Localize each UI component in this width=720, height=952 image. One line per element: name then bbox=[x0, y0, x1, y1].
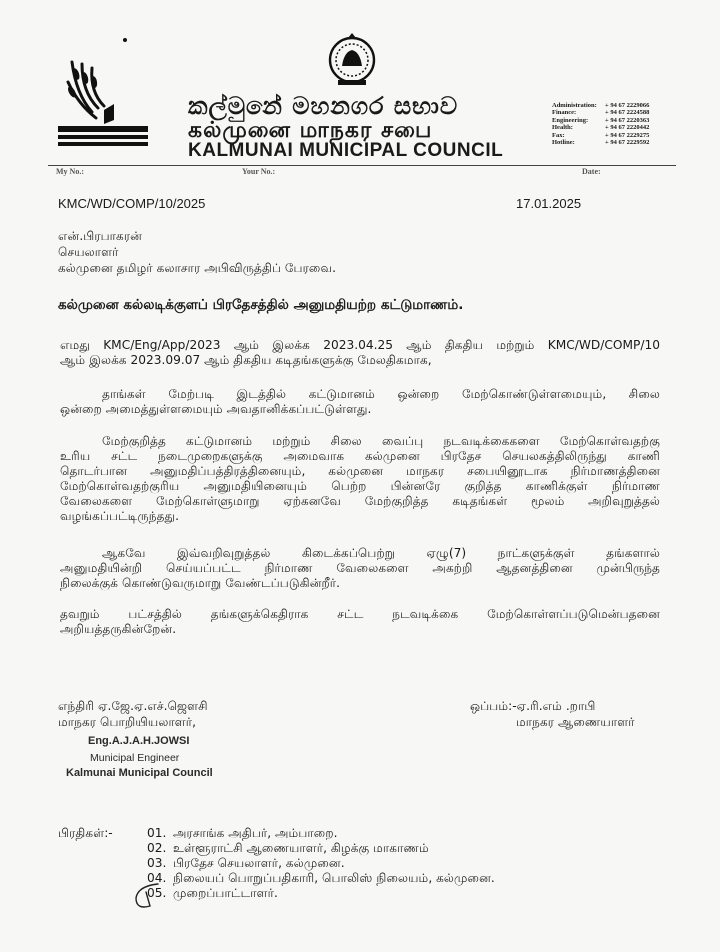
copies-list bbox=[147, 826, 495, 901]
list-item bbox=[147, 886, 495, 901]
paragraph-line: உரிய சட்ட நடைமுறைகளுக்கு அமைவாக கல்முனை பிரதேச செயலகத்திலிருந்து காணி bbox=[60, 449, 660, 463]
engineer-name-tamil: எந்திரி ஏ.ஜே.ஏ.எச்.ஜௌசி bbox=[58, 699, 208, 713]
stamp-name: Eng.A.J.A.H.JOWSI bbox=[88, 735, 190, 747]
recipient-organisation: கல்முனை தமிழர் கலாசார அபிவிருத்திப் பேரவை. bbox=[58, 261, 336, 275]
national-emblem-icon bbox=[326, 32, 378, 90]
copy-recipient: முறைப்பாட்டாளர். bbox=[173, 886, 278, 900]
commissioner-title: மாநகர ஆணையாளர் bbox=[516, 715, 635, 729]
contact-value: + 94 67 2220363 bbox=[605, 116, 650, 124]
recipient-name: என்.பிரபாகரன் bbox=[58, 229, 142, 243]
paragraph-warning bbox=[60, 607, 660, 637]
list-item bbox=[147, 856, 495, 871]
copy-recipient: அரசாங்க அதிபர், அம்பாறை. bbox=[173, 826, 338, 840]
paragraph-line: வழங்கப்பட்டிருந்தது. bbox=[60, 509, 179, 523]
copy-recipient: பிரதேச செயலாளர், கல்முனை. bbox=[173, 856, 345, 870]
contact-value: + 94 67 2224588 bbox=[605, 109, 650, 117]
your-no-label: Your No.: bbox=[242, 167, 276, 176]
letterhead-divider bbox=[48, 165, 676, 166]
copy-recipient: உள்ளூராட்சி ஆணையாளர், கிழக்கு மாகாணம் bbox=[173, 841, 429, 855]
paragraph-line: அறியத்தருகின்றேன். bbox=[60, 622, 177, 636]
paragraph-line: அனுமதியின்றி செய்யப்பட்ட நிர்மாண வேலைகளை அகற்றி ஆதனத்தினை முன்பிருந்த bbox=[60, 561, 660, 575]
paragraph-line: தவறும் பட்சத்தில் தங்களுக்கெதிராக சட்ட நடவடிக்கை மேற்கொள்ளப்படுமென்பதனை bbox=[60, 607, 660, 621]
contact-value: + 94 67 2229066 bbox=[605, 102, 650, 109]
copy-number: 03. bbox=[147, 856, 167, 870]
contact-label: Engineering: bbox=[552, 116, 589, 124]
list-item bbox=[147, 826, 495, 841]
copies-label: பிரதிகள்:- bbox=[58, 826, 113, 840]
handwritten-tick-icon bbox=[132, 880, 162, 914]
contact-label: Health: bbox=[552, 124, 573, 132]
paragraph-line: ஒன்றை அமைத்துள்ளமையும் அவதானிக்கப்பட்டுள்ளது. bbox=[60, 402, 372, 416]
paragraph-line: ஆகவே இவ்வறிவுறுத்தல் கிடைக்கப்பெற்று ஏழு(7) நாட்களுக்குள் தங்களால் bbox=[102, 546, 660, 560]
paragraph-line: தொடர்பான அனுமதிப்பத்திரத்தினையும், கல்முனை மாநகர சபையினூடாக நிர்மாணத்தினை bbox=[60, 464, 660, 478]
reference-number: KMC/WD/COMP/10/2025 bbox=[58, 196, 206, 211]
council-name-tamil: கல்முனை மாநகர சபை bbox=[188, 117, 433, 143]
contact-label: Fax: bbox=[552, 131, 565, 139]
copy-number: 01. bbox=[147, 826, 167, 840]
date-label: Date: bbox=[582, 167, 601, 176]
paragraph-observation bbox=[60, 387, 660, 417]
stamp-organisation: Kalmunai Municipal Council bbox=[66, 767, 213, 779]
contact-value: + 94 67 2229592 bbox=[605, 139, 650, 147]
paragraph-line: ஆம் இலக்க 2023.09.07 ஆம் திகதிய கடிதங்களுக்கு மேலதிகமாக, bbox=[60, 353, 432, 367]
stamp-title: Municipal Engineer bbox=[90, 752, 180, 764]
copy-number: 02. bbox=[147, 841, 167, 855]
recipient-title: செயலாளர் bbox=[58, 245, 119, 259]
copy-number: 05. bbox=[147, 886, 167, 900]
contact-label: Finance: bbox=[552, 109, 577, 117]
paragraph-line: மேற்கொள்வதற்குரிய அனுமதியினையும் பெற்ற பின்னரே குறித்த காணிக்குள் நிர்மாண bbox=[60, 479, 660, 493]
paragraph-line: எமது KMC/Eng/App/2023 ஆம் இலக்க 2023.04.25 ஆம் திகதிய மற்றும் KMC/WD/COMP/10 bbox=[60, 338, 660, 352]
engineer-title-tamil: மாநகர பொறியியலாளர், bbox=[58, 715, 197, 729]
letter-subject: கல்முனை கல்லடிக்குளப் பிரதேசத்தில் அனுமதியற்ற கட்டுமாணம். bbox=[58, 297, 464, 313]
copy-recipient: நிலையப் பொறுப்பதிகாரி, பொலிஸ் நிலையம், கல்முனை. bbox=[173, 871, 495, 885]
list-item bbox=[147, 841, 495, 856]
list-item bbox=[147, 871, 495, 886]
contact-label: Hotline: bbox=[552, 139, 575, 147]
paragraph-instructions bbox=[60, 434, 660, 524]
paragraph-line: வேலைகளை மேற்கொள்ளுமாறு ஏற்கனவே மேற்குறித்த கடிதங்கள் மூலம் அறிவுறுத்தல் bbox=[60, 494, 660, 508]
contact-numbers bbox=[552, 102, 671, 146]
contact-label: Administration: bbox=[552, 102, 597, 109]
paragraph-reference bbox=[60, 338, 660, 368]
letter-date: 17.01.2025 bbox=[516, 196, 582, 211]
commissioner-signed: ஒப்பம்:-ஏ.ரி.எம் .றாபி bbox=[470, 699, 596, 713]
paragraph-line: தாங்கள் மேற்படி இடத்தில் கட்டுமானம் ஒன்றை மேற்கொண்டுள்ளமையும், சிலை bbox=[102, 387, 660, 401]
council-name-english: KALMUNAI MUNICIPAL COUNCIL bbox=[188, 140, 504, 161]
contact-value: + 94 67 2229275 bbox=[605, 131, 650, 139]
paragraph-line: நிலைக்குக் கொண்டுவருமாறு வேண்டப்படுகின்றீர். bbox=[60, 576, 341, 590]
council-name-sinhala: කල්මුනේ මහනගර සභාව bbox=[188, 91, 459, 120]
paragraph-demand bbox=[60, 546, 660, 591]
council-logo-icon bbox=[52, 34, 164, 156]
paragraph-line: மேற்குறித்த கட்டுமானம் மற்றும் சிலை வைப்பு நடவடிக்கைகளை மேற்கொள்வதற்கு bbox=[102, 434, 660, 448]
my-no-label: My No.: bbox=[56, 167, 84, 176]
contact-value: + 94 67 2220442 bbox=[605, 124, 650, 132]
copy-number: 04. bbox=[147, 871, 167, 885]
